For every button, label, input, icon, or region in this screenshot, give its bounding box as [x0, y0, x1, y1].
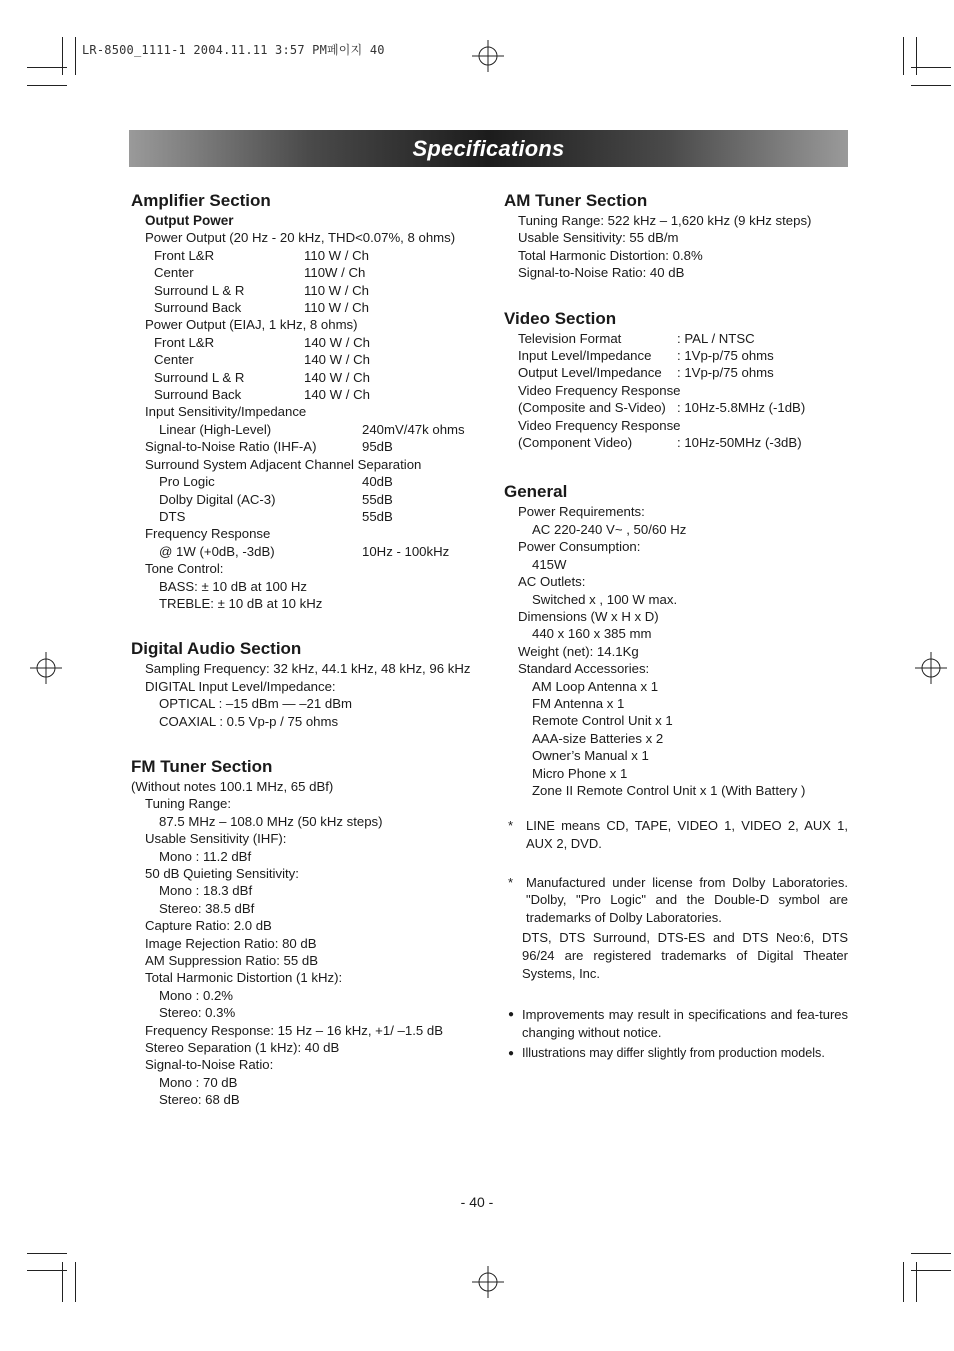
spec-row — [518, 417, 848, 434]
footnote-dts: DTS, DTS Surround, DTS-ES and DTS Neo:6, DTS 96/24 are registered trademarks of Digital Theater Systems, Inc. — [522, 930, 848, 981]
section-heading-fm-tuner: FM Tuner Section — [131, 756, 273, 776]
spec-row — [154, 351, 481, 368]
spec-row — [154, 282, 481, 299]
spec-value: 55dB — [362, 491, 393, 507]
spec-key: (Composite and S-Video) — [518, 400, 666, 416]
spec-key: Pro Logic — [159, 474, 215, 490]
crop-mark — [916, 1262, 917, 1302]
left-column — [131, 190, 481, 1109]
spec-line: Power Consumption: — [518, 539, 641, 555]
spec-value: 240mV/47k ohms — [362, 421, 465, 437]
spec-line: Power Output (EIAJ, 1 kHz, 8 ohms) — [145, 317, 358, 333]
spec-value: : 1Vp-p/75 ohms — [677, 348, 774, 364]
spec-key: Video Frequency Response — [518, 382, 681, 398]
footnote-dolby — [504, 874, 848, 927]
spec-key: Surround Back — [154, 387, 242, 403]
spec-line: Tone Control: — [145, 561, 224, 577]
crop-mark — [75, 37, 76, 75]
spec-key: Linear (High-Level) — [159, 421, 272, 437]
spec-row — [154, 334, 481, 351]
spec-line: (Without notes 100.1 MHz, 65 dBf) — [131, 778, 334, 794]
accessory-item: AM Loop Antenna x 1 — [532, 678, 659, 694]
crop-mark — [911, 1270, 951, 1271]
crop-mark — [27, 85, 67, 86]
spec-key: Surround Back — [154, 300, 242, 316]
spec-line: Standard Accessories: — [518, 661, 650, 677]
spec-line: Dimensions (W x H x D) — [518, 608, 659, 624]
spec-key: Center — [154, 265, 194, 281]
spec-value: : 10Hz-50MHz (-3dB) — [677, 435, 802, 451]
spec-line: Signal-to-Noise Ratio: 40 dB — [518, 265, 685, 281]
crop-mark — [916, 37, 917, 75]
accessory-item: Micro Phone x 1 — [532, 765, 628, 781]
spec-value: 140 W / Ch — [304, 352, 370, 368]
crop-mark — [27, 1270, 67, 1271]
spec-line: Weight (net): 14.1Kg — [518, 643, 639, 659]
spec-line: Power Output (20 Hz - 20 kHz, THD<0.07%, 8 ohms) — [145, 230, 456, 246]
spec-value: 10Hz - 100kHz — [362, 543, 450, 559]
spec-line: DIGITAL Input Level/Impedance: — [145, 678, 336, 694]
crop-mark — [911, 1253, 951, 1254]
spec-key: Signal-to-Noise Ratio (IHF-A) — [145, 439, 317, 455]
spec-line: 87.5 MHz – 108.0 MHz (50 kHz steps) — [159, 813, 383, 829]
spec-value: : PAL / NTSC — [677, 330, 755, 346]
spec-row — [154, 247, 481, 264]
spec-row — [159, 508, 481, 525]
crop-mark — [62, 37, 63, 75]
bullet-item — [504, 1006, 848, 1041]
spec-key: @ 1W (+0dB, -3dB) — [159, 543, 275, 559]
registration-mark-icon — [472, 1266, 504, 1298]
bullet-text: Illustrations may differ slightly from production models. — [522, 1046, 825, 1061]
spec-line: Stereo: 0.3% — [159, 1005, 236, 1021]
spec-key: Center — [154, 352, 194, 368]
spec-value: : 10Hz-5.8MHz (-1dB) — [677, 400, 806, 416]
spec-line: AC Outlets: — [518, 574, 586, 590]
page-title: Specifications — [412, 135, 565, 161]
footnote-text: Manufactured under license from Dolby Laboratories. "Dolby, "Pro Logic" and the Double-D symbol are trademarks of Dolby Laboratories. — [526, 874, 848, 925]
spec-line: Stereo Separation (1 kHz): 40 dB — [145, 1040, 340, 1056]
spec-key: Front L&R — [154, 247, 215, 263]
spec-row — [159, 543, 481, 560]
spec-key: Surround L & R — [154, 369, 245, 385]
spec-line: Power Requirements: — [518, 504, 645, 520]
spec-line: Usable Sensitivity: 55 dB/m — [518, 230, 679, 246]
spec-line: Image Rejection Ratio: 80 dB — [145, 935, 317, 951]
spec-line: Switched x , 100 W max. — [532, 591, 678, 607]
spec-row — [518, 347, 848, 364]
spec-key: Front L&R — [154, 334, 215, 350]
asterisk-mark: * — [508, 874, 514, 890]
accessory-item: Zone II Remote Control Unit x 1 (With Battery ) — [532, 782, 806, 798]
spec-row — [154, 299, 481, 316]
footnote-text: LINE means CD, TAPE, VIDEO 1, VIDEO 2, AUX 1, AUX 2, DVD. — [526, 818, 848, 851]
registration-mark-icon — [472, 40, 504, 72]
spec-key: Input Level/Impedance — [518, 348, 652, 364]
registration-mark-icon — [30, 652, 62, 684]
spec-line: 50 dB Quieting Sensitivity: — [145, 866, 299, 881]
footnote-line — [504, 817, 848, 852]
right-column — [504, 190, 848, 1063]
spec-line: TREBLE: ± 10 dB at 10 kHz — [159, 595, 323, 611]
spec-line: Stereo: 38.5 dBf — [159, 900, 255, 916]
spec-line: Stereo: 68 dB — [159, 1092, 240, 1108]
spec-line: COAXIAL : 0.5 Vp-p / 75 ohms — [159, 713, 339, 729]
bullet-item — [504, 1045, 848, 1063]
spec-row — [159, 473, 481, 490]
spec-key: Surround L & R — [154, 282, 245, 298]
page-number: - 40 - — [460, 1194, 494, 1210]
spec-value: : 1Vp-p/75 ohms — [677, 365, 774, 381]
spec-line: Sampling Frequency: 32 kHz, 44.1 kHz, 48 kHz, 96 kHz — [145, 661, 471, 677]
section-heading-am-tuner: AM Tuner Section — [504, 191, 648, 210]
spec-line: 415W — [532, 556, 567, 572]
spec-value: 95dB — [362, 439, 393, 455]
spec-row — [154, 369, 481, 386]
registration-mark-icon — [915, 652, 947, 684]
crop-mark — [911, 67, 951, 68]
section-heading-video: Video Section — [504, 308, 617, 328]
spec-key: DTS — [159, 508, 186, 524]
spec-line: BASS: ± 10 dB at 100 Hz — [159, 578, 307, 594]
crop-mark — [911, 85, 951, 86]
asterisk-mark: * — [508, 818, 514, 834]
spec-value: 55dB — [362, 508, 393, 524]
spec-value: 110 W / Ch — [304, 300, 369, 316]
spec-line: Mono : 18.3 dBf — [159, 883, 253, 899]
spec-key: Television Format — [518, 330, 622, 346]
bullet-dot-icon: ● — [508, 1048, 515, 1060]
subheading-output-power: Output Power — [145, 213, 234, 228]
spec-line: OPTICAL : –15 dBm — –21 dBm — [159, 696, 353, 712]
spec-key: Dolby Digital (AC-3) — [159, 491, 276, 507]
spec-value: 140 W / Ch — [304, 369, 370, 385]
accessory-item: AAA-size Batteries x 2 — [532, 730, 664, 746]
spec-line: Capture Ratio: 2.0 dB — [145, 918, 272, 934]
spec-line: Total Harmonic Distortion (1 kHz): — [145, 970, 343, 986]
crop-mark — [62, 1262, 63, 1302]
spec-row — [518, 330, 848, 347]
crop-mark — [903, 1262, 904, 1302]
spec-row — [518, 434, 848, 451]
section-heading-digital-audio: Digital Audio Section — [131, 639, 302, 659]
spec-line: Frequency Response — [145, 526, 271, 542]
spec-line: Mono : 0.2% — [159, 987, 234, 1003]
spec-line: Usable Sensitivity (IHF): — [145, 831, 287, 847]
spec-row — [154, 386, 481, 403]
spec-row — [159, 421, 481, 438]
spec-row — [159, 491, 481, 508]
spec-key: (Component Video) — [518, 435, 633, 451]
spec-line: 440 x 160 x 385 mm — [532, 626, 652, 642]
spec-value: 140 W / Ch — [304, 387, 370, 403]
accessory-item: FM Antenna x 1 — [532, 695, 625, 711]
spec-row — [518, 364, 848, 381]
spec-value: 140 W / Ch — [304, 334, 370, 350]
spec-value: 40dB — [362, 474, 393, 490]
section-heading-amplifier: Amplifier Section — [131, 191, 271, 210]
bullet-text: Improvements may result in specifications and fea-tures changing without notice. — [522, 1007, 848, 1040]
spec-line: Tuning Range: — [145, 796, 232, 812]
spec-value: 110 W / Ch — [304, 247, 369, 263]
print-header-stamp: LR-8500_1111-1 2004.11.11 3:57 PM페이지 40 — [82, 43, 385, 57]
spec-line: Signal-to-Noise Ratio: — [145, 1057, 274, 1073]
spec-line: Tuning Range: 522 kHz – 1,620 kHz (9 kHz steps) — [518, 213, 812, 228]
spec-key: Output Level/Impedance — [518, 365, 662, 381]
crop-mark — [27, 1253, 67, 1254]
crop-mark — [75, 1262, 76, 1302]
spec-line: Frequency Response: 15 Hz – 16 kHz, +1/ –1.5 dB — [145, 1022, 443, 1038]
section-heading-general: General — [504, 482, 568, 502]
crop-mark — [903, 37, 904, 75]
spec-line: Input Sensitivity/Impedance — [145, 404, 307, 420]
spec-line: AC 220-240 V~ , 50/60 Hz — [532, 521, 687, 537]
spec-line: Total Harmonic Distortion: 0.8% — [518, 247, 703, 263]
spec-row — [154, 264, 481, 281]
spec-key: Video Frequency Response — [518, 417, 681, 433]
spec-line: Mono : 11.2 dBf — [159, 848, 252, 864]
accessory-item: Remote Control Unit x 1 — [532, 713, 673, 729]
spec-value: 110 W / Ch — [304, 282, 369, 298]
title-banner — [129, 130, 848, 167]
spec-row — [145, 438, 481, 455]
spec-value: 110W / Ch — [304, 265, 366, 281]
spec-row — [518, 382, 848, 399]
spec-line: AM Suppression Ratio: 55 dB — [145, 953, 318, 969]
bullet-dot-icon: ● — [508, 1009, 515, 1021]
spec-row — [518, 399, 848, 416]
accessory-item: Owner’s Manual x 1 — [532, 748, 649, 764]
spec-line: Mono : 70 dB — [159, 1074, 238, 1090]
crop-mark — [27, 67, 67, 68]
spec-line: Surround System Adjacent Channel Separation — [145, 456, 422, 472]
